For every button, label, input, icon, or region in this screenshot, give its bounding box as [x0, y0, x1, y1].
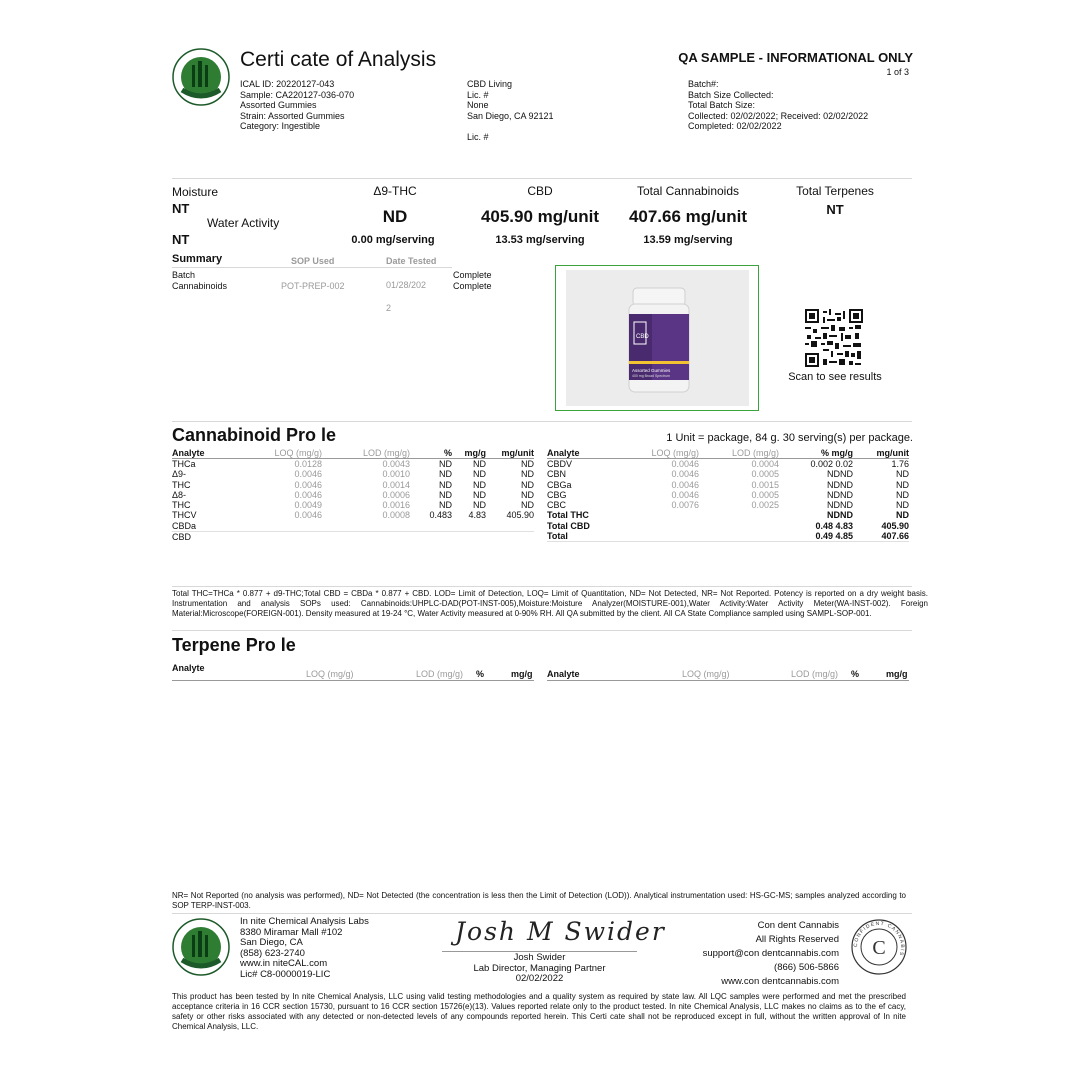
document-title: Certi cate of Analysis: [240, 48, 437, 71]
terpene-header-mgg-right: mg/g: [886, 669, 908, 679]
terpene-header-analyte-right: Analyte: [547, 669, 580, 679]
water-activity-label: Water Activity: [207, 216, 280, 230]
d9-thc-value: ND: [382, 207, 408, 226]
confident-cannabis-info: Con dent Cannabis All Rights Reserved support@con dentcannabis.com (866) 506-5866 www.con dentcannabis.com: [702, 920, 839, 987]
product-sub: 400 mg Broad Spectrum: [632, 374, 670, 378]
terpene-header-lod-left: LOD (mg/g): [416, 669, 464, 679]
page-number: 1 of 3: [886, 67, 909, 77]
table-row: CBGa 0.0046 0.0015 NDND ND: [547, 479, 909, 490]
lab-address: In nite Chemical Analysis Labs 8380 Miramar Mall #102 San Diego, CA (858) 623-2740 www.in niteCAL.com Lic# C8-0000019-LIC: [240, 916, 369, 980]
sop-used-header: SOP Used: [291, 256, 335, 266]
d9-thc-serving: 0.00 mg/serving: [351, 234, 435, 246]
terpene-header-loq-left: LOQ (mg/g): [306, 669, 354, 679]
summary-date: 01/28/202 2: [386, 280, 427, 313]
lab-logo: [172, 918, 230, 976]
qr-code-icon[interactable]: [805, 309, 863, 367]
table-row: CBDa: [172, 521, 534, 532]
table-row: Total 0.49 4.85 407.66: [547, 531, 909, 542]
summary-status: Complete Complete: [453, 270, 492, 291]
table-row: THCa 0.0128 0.0043 ND ND ND: [172, 459, 534, 469]
total-cannabinoids-serving: 13.59 mg/serving: [643, 234, 733, 246]
cbd-value: 405.90 mg/unit: [480, 207, 600, 226]
table-row: CBDV 0.0046 0.0004 0.002 0.02 1.76: [547, 459, 909, 469]
client-info: CBD Living Lic. # None San Diego, CA 92121 Lic. #: [467, 79, 554, 142]
terpene-header-pct-left: %: [476, 669, 485, 679]
d9-thc-label: Δ9-THC: [373, 184, 417, 198]
total-cannabinoids-label: Total Cannabinoids: [636, 184, 740, 198]
total-terpenes-label: Total Terpenes: [796, 184, 874, 198]
svg-text:C: C: [872, 937, 886, 959]
table-row: Δ8- 0.0046 0.0006 ND ND ND: [172, 489, 534, 500]
cannabinoid-table-right: Analyte LOQ (mg/g) LOD (mg/g) % mg/g mg/unit CBDV 0.0046 0.0004 0.002 0.02 1.76 CBN 0.0046 0.0005 NDND ND CBGa 0.0046 0.0015 NDND ND CBG 0.0046 0.0005 NDND ND CBC 0.0076 0.0025 NDND ND Total THC NDND ND Total CBD 0.48 4.83 405.90 Total 0.49 4.85 407.66: [547, 448, 909, 542]
table-row: Total CBD 0.48 4.83 405.90: [547, 520, 909, 531]
table-row: THCV 0.0046 0.0008 0.483 4.83 405.90: [172, 510, 534, 521]
table-row: CBD: [172, 532, 192, 543]
qa-sample-label: QA SAMPLE - INFORMATIONAL ONLY: [678, 50, 913, 65]
product-photo: [556, 266, 758, 410]
batch-info: Batch#: Batch Size Collected: Total Batch Size: Collected: 02/02/2022; Received: 02/02/2022 Completed: 02/02/2022: [688, 79, 869, 131]
table-row: CBG 0.0046 0.0005 NDND ND: [547, 489, 909, 500]
table-row: THC 0.0046 0.0014 ND ND ND: [172, 479, 534, 490]
legal-disclaimer: This product has been tested by In nite Chemical Analysis, LLC using valid testing methodologies and a quality system as required by state law. All LQC samples were performed and met the prescribed acceptance criteria in 16 CCR section 15730, pursuant to 16 CCR section 15726(e)(13). Values reported relate only to the product tested. In nite Chemical Analysis, LLC makes no claims as to the ef cacy, safety or other risks associated with any detected or non-detected levels of any compounds reported herein. This Certi cate shall not be reproduced except in full, without the written approval of In nite Chemical Analysis, LLC.: [172, 992, 906, 1031]
qr-caption: Scan to see results: [788, 371, 882, 383]
terpene-header-loq-right: LOQ (mg/g): [682, 669, 730, 679]
moisture-value: NT: [172, 201, 190, 216]
sample-info: ICAL ID: 20220127-043 Sample: CA220127-036-070 Assorted Gummies Strain: Assorted Gummies Category: Ingestible: [240, 79, 355, 131]
terpene-header-pct-right: %: [851, 669, 860, 679]
cbd-label: CBD: [527, 184, 553, 198]
potency-footnote: Total THC=THCa * 0.877 + d9-THC;Total CBD = CBDa * 0.877 + CBD. LOD= Limit of Detection, LOQ= Limit of Quantitation, ND= Not Detected, NR= Not Reported. Potency is reported on a dry weight basis. Instrumentation and analysis SOPs used: Cannabinoids:UHPLC-DAD(POT-INST-005),Moisture:Moisture Analyzer(MOISTURE-001),Water Activity:Water Activity Meter(WA-INST-002). Foreign Material:Microscope(FOREIGN-001). Density measured at 19-24 °C, Water Activity measured at 0-90% RH. All QA submitted by the client. All CA State Compliance sampled using SAMPL-SOP-001.: [172, 589, 928, 618]
svg-text:CONFIDENT CANNABIS: CONFIDENT CANNABIS: [852, 920, 906, 958]
product-brand: CBD: [636, 334, 649, 340]
nr-note: NR= Not Reported (no analysis was performed), ND= Not Detected (the concentration is less then the Limit of Detection (LOD)). Analytical instrumentation used: HS-GC-MS; samples analyzed according to SOP TERP-INST-003.: [172, 891, 906, 910]
table-row: Total THC NDND ND: [547, 510, 909, 521]
product-image-frame: [555, 265, 759, 411]
terpene-header-mgg-left: mg/g: [511, 669, 533, 679]
total-cannabinoids-value: 407.66 mg/unit: [628, 207, 748, 226]
summary-sop: POT-PREP-002: [281, 281, 345, 291]
cannabinoid-profile-title: Cannabinoid Pro le: [172, 425, 337, 445]
infinite-chemical-logo: [172, 48, 230, 106]
summary-title: Summary: [172, 253, 223, 265]
signature-image: Josh M Swider: [455, 917, 666, 946]
signatory: Josh Swider Lab Director, Managing Partner 02/02/2022: [473, 952, 606, 984]
moisture-label: Moisture: [172, 185, 219, 199]
cbd-serving: 13.53 mg/serving: [495, 234, 585, 246]
total-terpenes-value: NT: [826, 202, 844, 217]
table-row: CBN 0.0046 0.0005 NDND ND: [547, 469, 909, 480]
cannabinoid-table-left: Analyte LOQ (mg/g) LOD (mg/g) % mg/g mg/unit THCa 0.0128 0.0043 ND ND ND Δ9- 0.0046 0.0010 ND ND ND THC 0.0046 0.0014 ND ND ND Δ8- 0.0046 0.0006 ND ND ND THC 0.0049 0.0016 ND ND ND THCV 0.0046 0.0008 0.483 4.83 405.90 CBDa CBD: [172, 448, 534, 543]
table-row: THC 0.0049 0.0016 ND ND ND: [172, 500, 534, 511]
water-activity-value: NT: [172, 232, 190, 247]
terpene-profile-title: Terpene Pro le: [172, 635, 296, 655]
table-row: Δ9- 0.0046 0.0010 ND ND ND: [172, 469, 534, 480]
summary-row: Batch Cannabinoids: [172, 270, 228, 291]
table-row: CBC 0.0076 0.0025 NDND ND: [547, 500, 909, 511]
product-label: Assorted Gummies: [632, 368, 671, 373]
date-tested-header: Date Tested: [386, 256, 437, 266]
confident-cannabis-seal-icon: [850, 918, 908, 976]
terpene-header-analyte-left: Analyte: [172, 663, 205, 673]
unit-note: 1 Unit = package, 84 g. 30 serving(s) per package.: [666, 432, 913, 444]
terpene-header-lod-right: LOD (mg/g): [791, 669, 839, 679]
